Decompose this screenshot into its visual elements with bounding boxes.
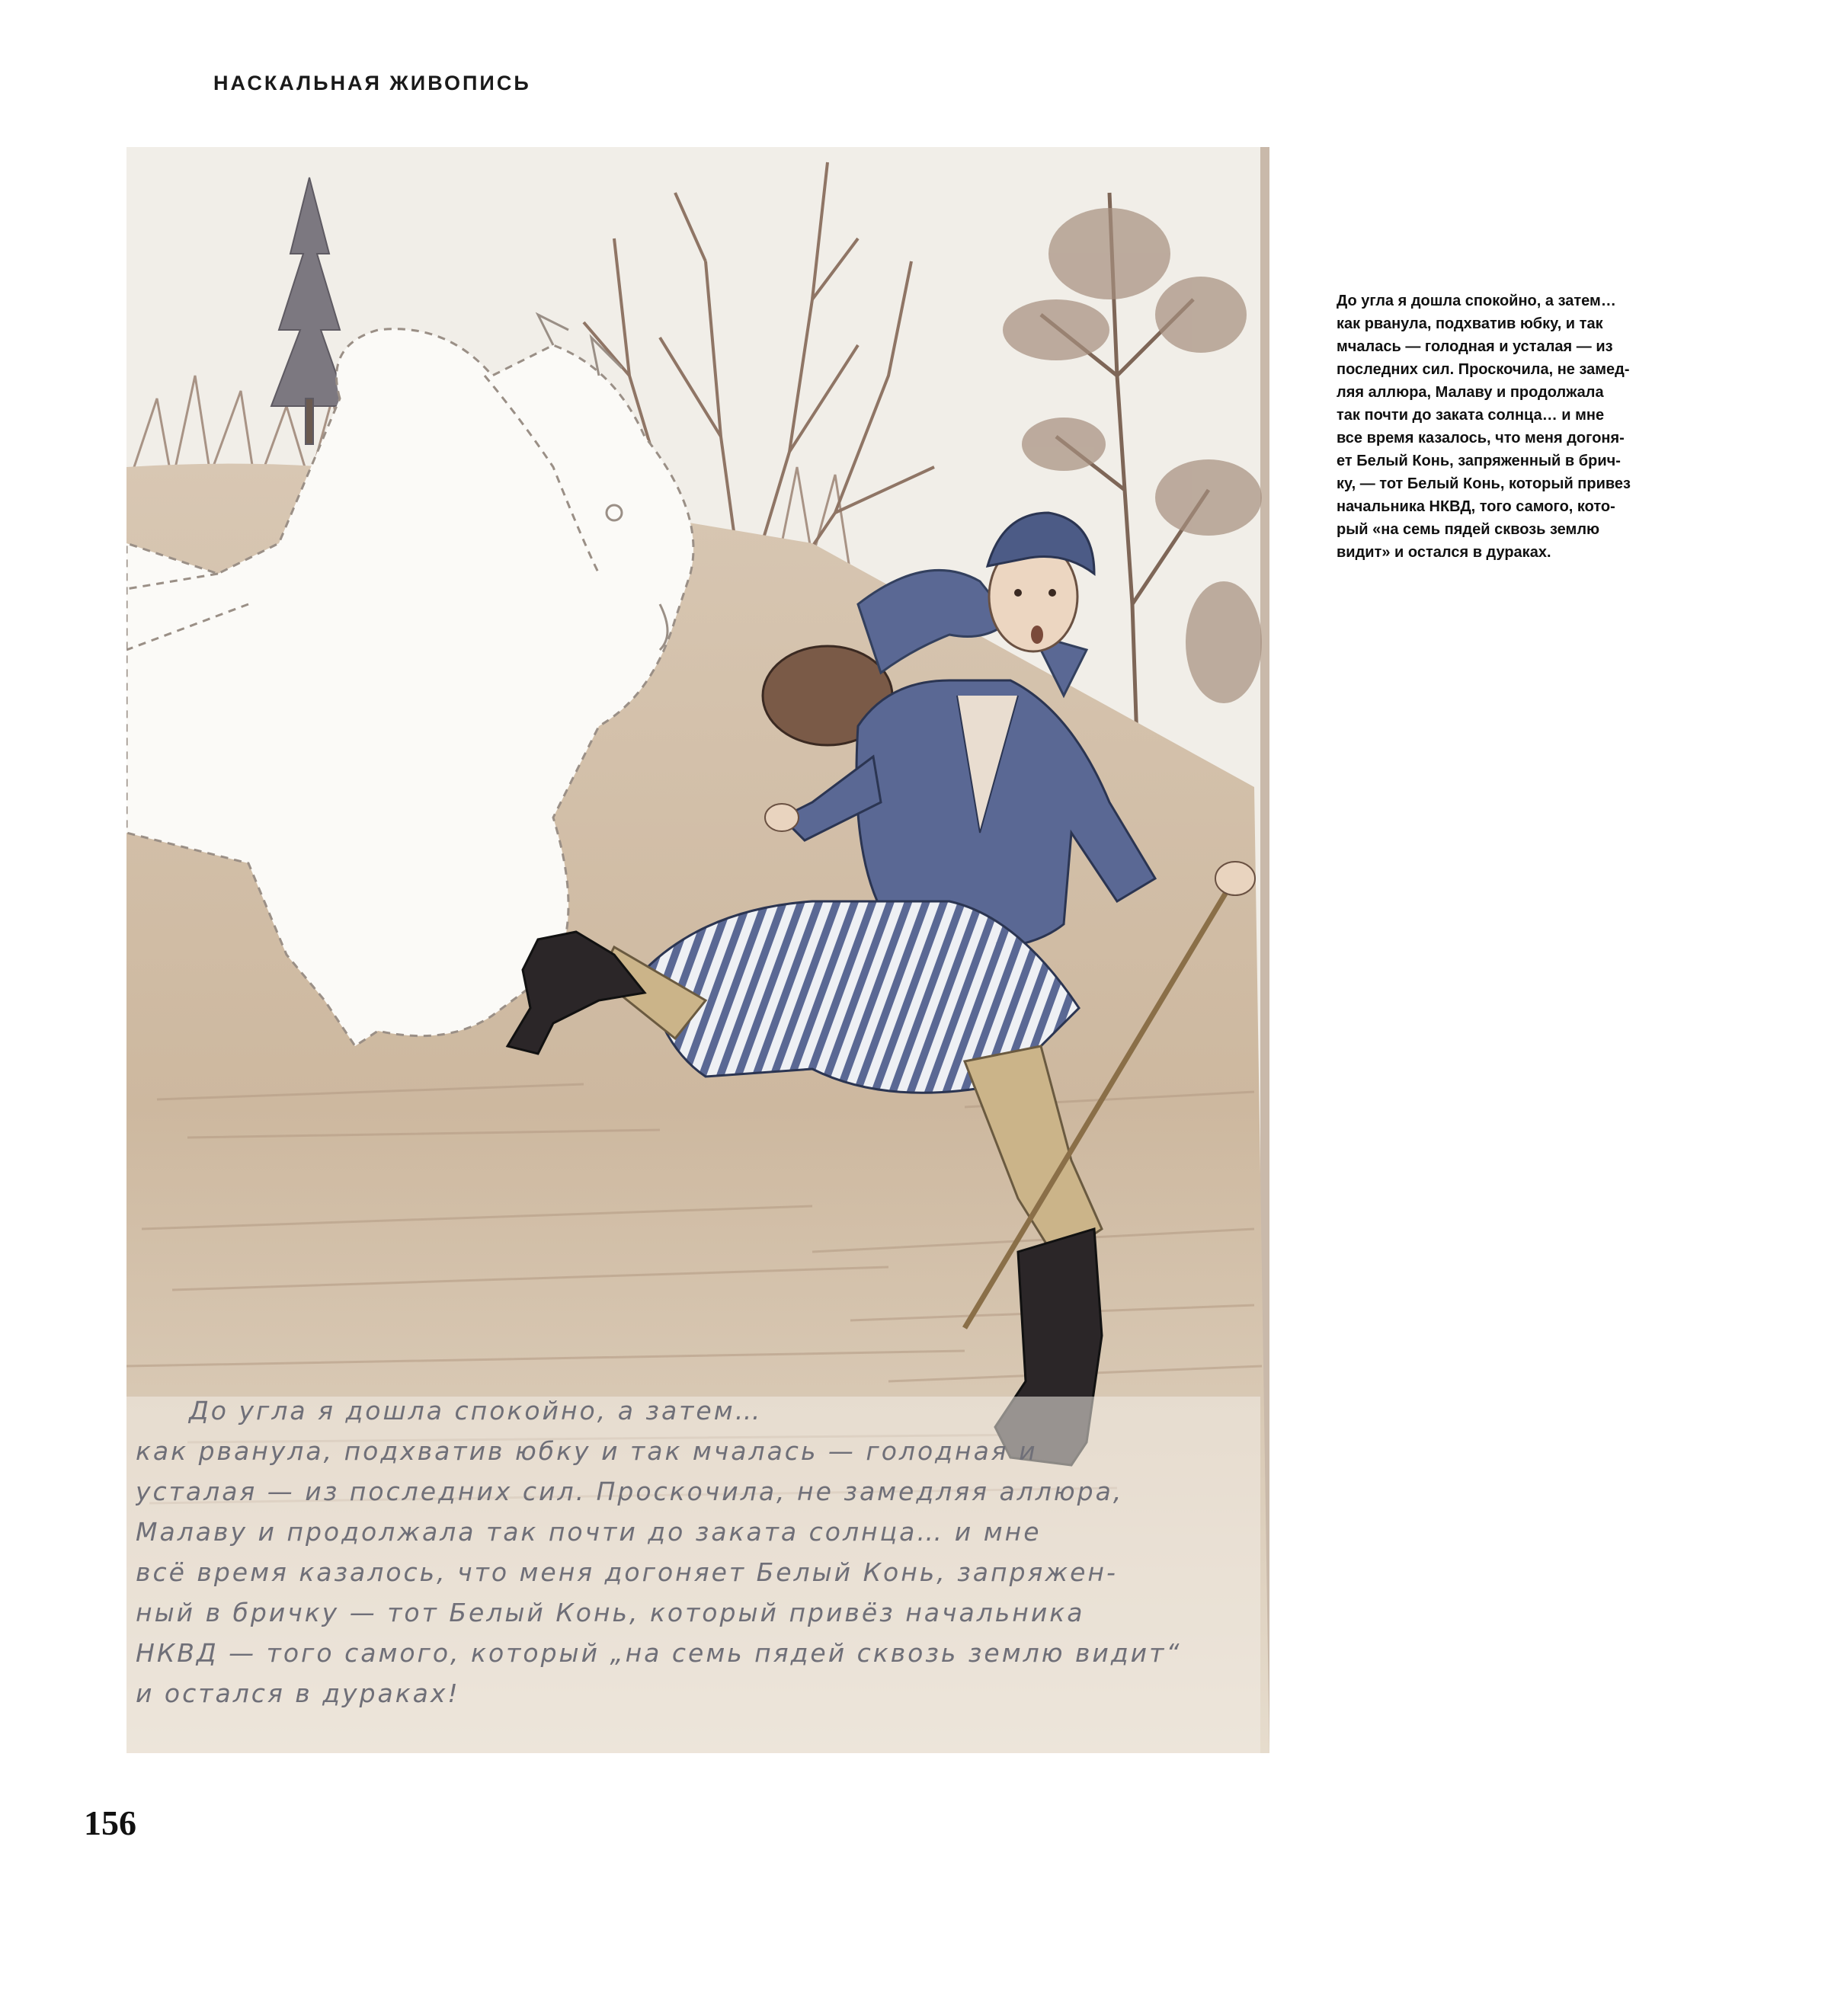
caption-line: последних сил. Проскочила, не замед- xyxy=(1337,361,1630,378)
caption-line: так почти до заката солнца… и мне xyxy=(1337,407,1605,424)
side-caption xyxy=(1337,290,1748,564)
caption-line: начальника НКВД, того самого, кото- xyxy=(1337,498,1615,515)
caption-line: ет Белый Конь, запряженный в брич- xyxy=(1337,453,1621,469)
handwritten-line: НКВД — того самого, который „на семь пядей сквозь землю видит“ xyxy=(136,1638,1182,1668)
caption-line: ляя аллюра, Малаву и продолжала xyxy=(1337,384,1604,401)
handwritten-line: как рванула, подхватив юбку и так мчалась — голодная и xyxy=(136,1436,1038,1466)
handwritten-line: До угла я дошла спокойно, а затем… xyxy=(189,1396,763,1426)
handwritten-inscription xyxy=(136,1390,1256,1714)
caption-line: видит» и остался в дураках. xyxy=(1337,544,1551,561)
page-number: 156 xyxy=(84,1803,136,1842)
caption-line: все время казалось, что меня догоня- xyxy=(1337,430,1625,446)
caption-line: как рванула, подхватив юбку, и так xyxy=(1337,315,1603,332)
caption-line: рый «на семь пядей сквозь землю xyxy=(1337,521,1600,538)
handwritten-line: ный в бричку — тот Белый Конь, который привёз начальника xyxy=(136,1598,1085,1627)
handwritten-line: усталая — из последних сил. Проскочила, не замедляя аллюра, xyxy=(136,1477,1124,1506)
caption-line: ку, — тот Белый Конь, который привез xyxy=(1337,475,1631,492)
handwritten-line: всё время казалось, что меня догоняет Белый Конь, запряжен- xyxy=(136,1557,1118,1587)
caption-line: мчалась — голодная и усталая — из xyxy=(1337,338,1613,355)
caption-line: До угла я дошла спокойно, а затем… xyxy=(1337,293,1616,309)
running-title: НАСКАЛЬНАЯ ЖИВОПИСЬ xyxy=(213,72,531,94)
handwritten-line: Малаву и продолжала так почти до заката солнца… и мне xyxy=(136,1517,1042,1547)
handwritten-line: и остался в дураках! xyxy=(136,1678,460,1708)
